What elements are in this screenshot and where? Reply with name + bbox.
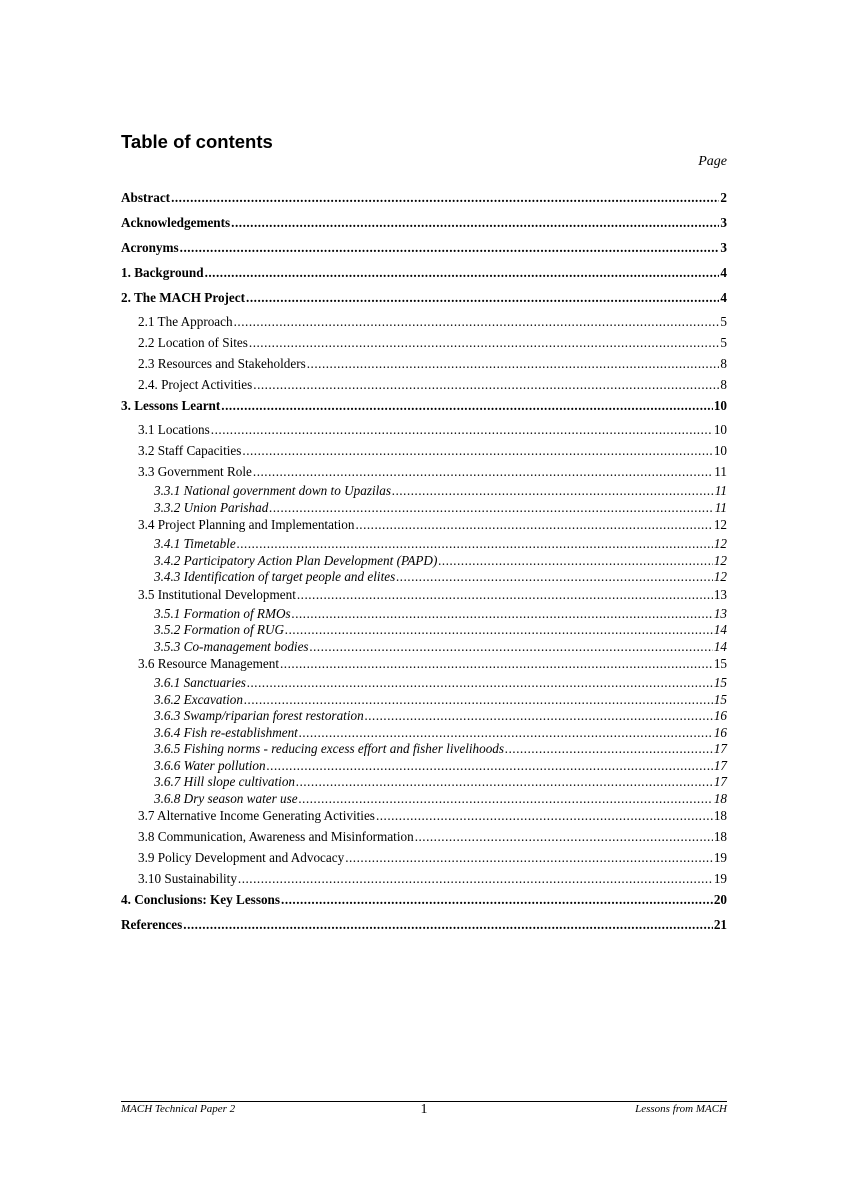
toc-entry-label: 3.2 Staff Capacities bbox=[138, 443, 242, 458]
toc-entry-label: 3.7 Alternative Income Generating Activities bbox=[138, 808, 375, 823]
toc-entry-page: 17 bbox=[713, 757, 727, 773]
toc-entry-label: 3.5.2 Formation of RUG bbox=[154, 622, 285, 637]
toc-entry-page: 13 bbox=[713, 586, 727, 602]
toc-entry-label: Abstract bbox=[121, 190, 171, 205]
toc-entry-label: Acknowledgements bbox=[121, 215, 231, 230]
toc-dot-leader bbox=[292, 606, 713, 622]
toc-entry-page: 3 bbox=[720, 215, 727, 230]
toc-entry[interactable] bbox=[121, 265, 727, 281]
toc-dot-leader bbox=[297, 587, 713, 603]
toc-entry-page: 3 bbox=[720, 240, 727, 255]
toc-entry-label: 3.3.1 National government down to Upazilas bbox=[154, 483, 392, 498]
toc-entry-label: References bbox=[121, 917, 183, 932]
toc-entry[interactable] bbox=[121, 741, 727, 757]
toc-entry-label: 3.4.1 Timetable bbox=[154, 536, 236, 551]
toc-entry-label: 3.4.3 Identification of target people and elites bbox=[154, 569, 396, 584]
toc-entry-page: 16 bbox=[713, 708, 727, 723]
toc-entry-page: 11 bbox=[714, 464, 727, 479]
toc-dot-leader bbox=[238, 871, 713, 887]
toc-entry[interactable] bbox=[121, 356, 727, 372]
toc-dot-leader bbox=[299, 725, 713, 741]
toc-entry-page: 12 bbox=[713, 552, 727, 568]
toc-entry[interactable] bbox=[121, 483, 727, 499]
toc-dot-leader bbox=[310, 639, 713, 655]
footer-left-text: MACH Technical Paper 2 bbox=[121, 1103, 236, 1115]
toc-dot-leader bbox=[242, 443, 712, 459]
toc-entry[interactable] bbox=[121, 422, 727, 438]
toc-entry-page: 17 bbox=[713, 741, 727, 756]
toc-entry[interactable] bbox=[121, 240, 727, 256]
toc-dot-leader bbox=[365, 708, 713, 724]
toc-entry[interactable] bbox=[121, 536, 727, 552]
toc-entry[interactable] bbox=[121, 464, 727, 480]
toc-entry-page: 15 bbox=[713, 675, 727, 690]
toc-dot-leader bbox=[505, 741, 713, 757]
toc-entry-page: 4 bbox=[720, 290, 727, 305]
toc-entry-page: 12 bbox=[713, 536, 727, 551]
toc-entry-page: 14 bbox=[713, 638, 727, 654]
toc-entry-label: 3.10 Sustainability bbox=[138, 871, 237, 886]
toc-entry-label: 3.6.5 Fishing norms - reducing excess effort and fisher livelihoods bbox=[154, 741, 505, 756]
toc-entry-label: 3.3 Government Role bbox=[138, 464, 252, 479]
toc-entry[interactable] bbox=[121, 917, 727, 933]
toc-dot-leader bbox=[307, 356, 720, 372]
toc-dot-leader bbox=[234, 314, 720, 330]
toc-entry-page: 8 bbox=[720, 377, 727, 392]
toc-entry[interactable] bbox=[121, 215, 727, 231]
toc-entry[interactable] bbox=[121, 791, 727, 807]
toc-entry[interactable] bbox=[121, 758, 727, 774]
toc-entry-page: 8 bbox=[720, 356, 727, 371]
toc-entry-page: 13 bbox=[713, 605, 727, 621]
toc-dot-leader bbox=[205, 265, 720, 281]
toc-entry-page: 14 bbox=[713, 622, 727, 637]
toc-entry-page: 10 bbox=[713, 422, 727, 437]
toc-entry[interactable] bbox=[121, 850, 727, 866]
toc-entry[interactable] bbox=[121, 569, 727, 585]
toc-entry[interactable] bbox=[121, 314, 727, 330]
toc-entry[interactable] bbox=[121, 606, 727, 622]
toc-dot-leader bbox=[415, 829, 713, 845]
toc-entry-label: 3.9 Policy Development and Advocacy bbox=[138, 850, 345, 865]
toc-entry-page: 21 bbox=[713, 917, 727, 932]
toc-entry-page: 11 bbox=[714, 483, 727, 498]
toc-entry[interactable] bbox=[121, 808, 727, 824]
toc-dot-leader bbox=[296, 774, 713, 790]
toc-entry-page: 11 bbox=[714, 499, 727, 515]
toc-entry[interactable] bbox=[121, 335, 727, 351]
toc-entry-page: 5 bbox=[720, 314, 727, 329]
toc-entry-label: 3.1 Locations bbox=[138, 422, 210, 437]
toc-dot-leader bbox=[269, 500, 713, 516]
toc-entry-label: 3.4.2 Participatory Action Plan Development (PAPD) bbox=[154, 552, 438, 568]
toc-dot-leader bbox=[253, 464, 713, 480]
toc-entry-page: 18 bbox=[713, 829, 727, 844]
toc-entry-label: 3.6 Resource Management bbox=[138, 656, 279, 671]
toc-dot-leader bbox=[221, 398, 713, 414]
toc-dot-leader bbox=[299, 791, 713, 807]
toc-entry-label: 3.5 Institutional Development bbox=[138, 586, 296, 602]
toc-entry-page: 15 bbox=[713, 691, 727, 707]
toc-entry[interactable] bbox=[121, 708, 727, 724]
toc-dot-leader bbox=[231, 215, 719, 231]
toc-entry-label: 4. Conclusions: Key Lessons bbox=[121, 892, 281, 907]
toc-dot-leader bbox=[171, 190, 719, 206]
toc-dot-leader bbox=[355, 517, 712, 533]
toc-entry[interactable] bbox=[121, 829, 727, 845]
toc-entry-label: 3.5.1 Formation of RMOs bbox=[154, 605, 291, 621]
toc-entry[interactable] bbox=[121, 587, 727, 603]
toc-dot-leader bbox=[392, 483, 714, 499]
toc-dot-leader bbox=[376, 808, 713, 824]
toc-dot-leader bbox=[237, 536, 713, 552]
toc-dot-leader bbox=[247, 675, 713, 691]
toc-entry-page: 19 bbox=[713, 871, 727, 886]
toc-entry-label: 2. The MACH Project bbox=[121, 290, 246, 305]
toc-entry-label: 2.1 The Approach bbox=[138, 314, 233, 329]
toc-dot-leader bbox=[253, 377, 719, 393]
toc-dot-leader bbox=[345, 850, 713, 866]
toc-entry[interactable] bbox=[121, 517, 727, 533]
toc-dot-leader bbox=[281, 892, 713, 908]
toc-dot-leader bbox=[246, 290, 719, 306]
toc-entry-page: 4 bbox=[720, 265, 727, 280]
toc-entry-page: 10 bbox=[713, 443, 727, 458]
toc-entry[interactable] bbox=[121, 692, 727, 708]
toc-entry-page: 12 bbox=[713, 569, 727, 584]
toc-entry-label: 3.6.1 Sanctuaries bbox=[154, 675, 246, 690]
toc-entry-label: 3.4 Project Planning and Implementation bbox=[138, 517, 355, 532]
page-title: Table of contents bbox=[121, 131, 273, 152]
toc-dot-leader bbox=[249, 335, 720, 351]
toc-entry-page: 10 bbox=[713, 398, 727, 413]
toc-entry-label: 2.2 Location of Sites bbox=[138, 335, 248, 350]
toc-entry[interactable] bbox=[121, 553, 727, 569]
toc-entry-label: 3.6.2 Excavation bbox=[154, 691, 243, 707]
toc-dot-leader bbox=[244, 692, 713, 708]
toc-dot-leader bbox=[211, 422, 713, 438]
toc-entry-label: 3.6.8 Dry season water use bbox=[154, 790, 298, 806]
toc-entry-page: 17 bbox=[713, 774, 727, 789]
toc-entry-label: 3.5.3 Co-management bodies bbox=[154, 638, 309, 654]
toc-entry-label: 1. Background bbox=[121, 265, 204, 280]
toc-entry-page: 18 bbox=[713, 790, 727, 806]
toc-entry-page: 19 bbox=[713, 850, 727, 865]
page-number: 1 bbox=[420, 1102, 428, 1117]
toc-entry-page: 18 bbox=[713, 808, 727, 823]
toc-entry-page: 12 bbox=[713, 517, 727, 532]
toc-entry[interactable] bbox=[121, 443, 727, 459]
toc-entry-label: 3.6.6 Water pollution bbox=[154, 757, 266, 773]
toc-entry-label: 3.8 Communication, Awareness and Misinformation bbox=[138, 829, 414, 844]
toc-entry[interactable] bbox=[121, 725, 727, 741]
toc-entry[interactable] bbox=[121, 190, 727, 206]
toc-entry-label: 3.6.7 Hill slope cultivation bbox=[154, 774, 296, 789]
toc-dot-leader bbox=[180, 240, 720, 256]
toc-entry[interactable] bbox=[121, 622, 727, 638]
toc-entry[interactable] bbox=[121, 774, 727, 790]
toc-dot-leader bbox=[280, 656, 713, 672]
toc-entry-label: 2.3 Resources and Stakeholders bbox=[138, 356, 306, 371]
toc-entry-label: 3. Lessons Learnt bbox=[121, 398, 221, 413]
toc-entry-page: 5 bbox=[720, 335, 727, 350]
toc-dot-leader bbox=[267, 758, 713, 774]
toc-entry[interactable] bbox=[121, 675, 727, 691]
toc-entry[interactable] bbox=[121, 398, 727, 414]
toc-entry-page: 16 bbox=[713, 724, 727, 740]
toc-entry[interactable] bbox=[121, 656, 727, 672]
toc-entry[interactable] bbox=[121, 377, 727, 393]
toc-entry-page: 15 bbox=[713, 656, 727, 671]
toc-entry[interactable] bbox=[121, 500, 727, 516]
toc-entry-label: 3.6.3 Swamp/riparian forest restoration bbox=[154, 708, 364, 723]
toc-entry[interactable] bbox=[121, 892, 727, 908]
toc-entry-label: 2.4. Project Activities bbox=[138, 377, 253, 392]
toc-dot-leader bbox=[438, 553, 712, 569]
toc-entry-label: Acronyms bbox=[121, 240, 179, 255]
toc-entry[interactable] bbox=[121, 871, 727, 887]
toc-entry-page: 20 bbox=[713, 892, 727, 907]
toc-entry-page: 2 bbox=[720, 190, 727, 205]
toc-entry[interactable] bbox=[121, 290, 727, 306]
toc-entry[interactable] bbox=[121, 639, 727, 655]
toc-dot-leader bbox=[285, 622, 713, 638]
page-column-label: Page bbox=[698, 154, 727, 169]
toc-entry-label: 3.6.4 Fish re-establishment bbox=[154, 724, 298, 740]
toc-dot-leader bbox=[183, 917, 713, 933]
toc-entry-label: 3.3.2 Union Parishad bbox=[154, 499, 269, 515]
toc-dot-leader bbox=[396, 569, 713, 585]
footer-right-text: Lessons from MACH bbox=[635, 1103, 727, 1115]
